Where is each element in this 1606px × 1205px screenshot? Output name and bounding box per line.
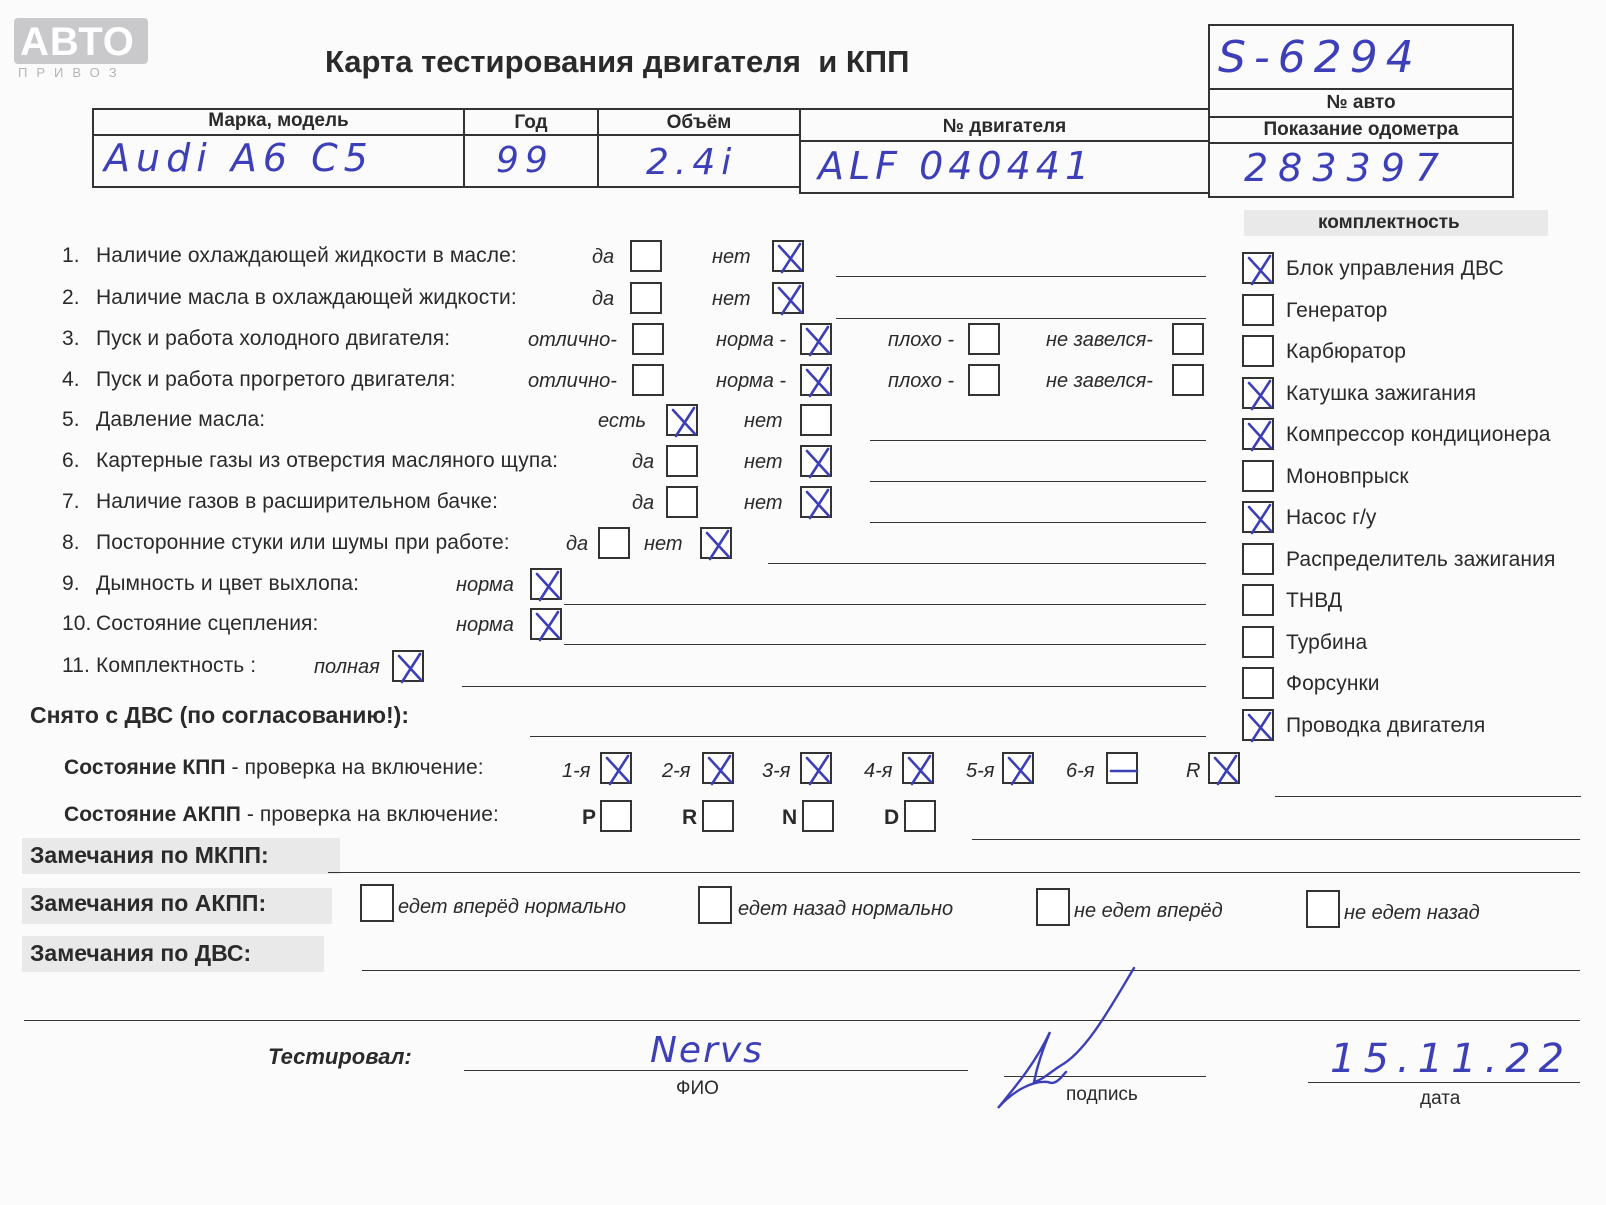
item-number: 10. (62, 612, 92, 635)
gear-label: R (1186, 760, 1201, 782)
completeness-item-label: Турбина (1286, 630, 1368, 654)
completeness-checkbox[interactable] (1242, 377, 1274, 409)
akpp-mode-checkbox[interactable] (600, 800, 632, 832)
completeness-checkbox[interactable] (1242, 460, 1274, 492)
gear-label: 1-я (562, 760, 591, 782)
item-text: Давление масла: (96, 408, 266, 431)
item-checkbox-2[interactable] (800, 404, 832, 436)
gear-checkbox[interactable] (1106, 752, 1138, 784)
logo-sub: ПРИВОЗ (18, 65, 126, 80)
dvs-remarks-label: Замечания по ДВС: (30, 940, 252, 966)
akpp-mode-label: N (782, 806, 798, 829)
x-mark (1001, 751, 1039, 789)
item-checkbox-2[interactable] (800, 486, 832, 518)
completeness-checkbox[interactable] (1242, 501, 1274, 533)
item-checkbox-2[interactable] (700, 527, 732, 559)
mkpp-line (328, 872, 1580, 873)
akpp-remark-checkbox[interactable] (698, 886, 732, 924)
item-text: Посторонние стуки или шумы при работе: (96, 531, 510, 554)
completeness-item-label: Распределитель зажигания (1286, 547, 1556, 571)
sign-label: подпись (1066, 1084, 1138, 1105)
completeness-item-label: Проводка двигателя (1286, 713, 1486, 737)
item-comment-line (836, 318, 1206, 319)
item-checkbox-1[interactable] (666, 486, 698, 518)
item-option-label: полная (314, 656, 380, 678)
completeness-item-label: Компрессор кондиционера (1286, 423, 1551, 446)
item-text: Наличие масла в охлаждающей жидкости: (96, 286, 517, 309)
item-text: Комплектность : (96, 654, 257, 677)
make-value: Audi A6 C5 (104, 136, 374, 180)
volume-value: 2.4i (646, 142, 738, 183)
x-mark (1207, 751, 1245, 789)
volume-label: Объём (666, 112, 732, 133)
item-option-label: нет (712, 288, 751, 310)
item-checkbox-1[interactable] (666, 445, 698, 477)
item-option-label: нет (644, 533, 683, 555)
item-number: 4. (62, 368, 80, 391)
item-comment-line (768, 563, 1206, 564)
item-checkbox-1[interactable] (530, 568, 562, 600)
gear-label: 3-я (762, 760, 791, 782)
item-checkbox-1[interactable] (392, 650, 424, 682)
akpp-mode-checkbox[interactable] (904, 800, 936, 832)
akpp-remark-label: не едет назад (1344, 902, 1480, 924)
item-checkbox-3[interactable] (968, 364, 1000, 396)
x-mark (799, 322, 837, 360)
item-comment-line (462, 686, 1206, 687)
year-value: 99 (496, 140, 554, 181)
kpp-label (64, 756, 484, 780)
item-option-label: нет (744, 492, 783, 514)
x-mark (599, 751, 637, 789)
item-option-label: да (592, 288, 615, 310)
removed-line (530, 736, 1206, 737)
completeness-item-label: ТНВД (1286, 589, 1343, 612)
akpp-mode-checkbox[interactable] (702, 800, 734, 832)
x-mark (391, 649, 429, 687)
item-option-label: норма (456, 574, 514, 596)
odometer-value: 283397 (1244, 146, 1450, 190)
dvs-line-2 (24, 1020, 1580, 1021)
auto-no-value: S-6294 (1218, 32, 1422, 83)
item-text: Состояние сцепления: (96, 612, 319, 635)
x-mark (1241, 417, 1279, 455)
akpp-remark-checkbox[interactable] (1306, 890, 1340, 928)
item-checkbox-2[interactable] (800, 445, 832, 477)
item-checkbox-1[interactable] (632, 364, 664, 396)
gear-checkbox[interactable] (800, 752, 832, 784)
year-label: Год (514, 112, 548, 133)
x-mark (901, 751, 939, 789)
item-option-label: есть (598, 410, 647, 432)
gear-checkbox[interactable] (1002, 752, 1034, 784)
completeness-item-label: Моновпрыск (1286, 464, 1409, 488)
x-mark (1241, 708, 1279, 746)
item-checkbox-1[interactable] (630, 240, 662, 272)
item-number: 3. (62, 327, 80, 350)
gear-label: 5-я (966, 760, 995, 782)
item-checkbox-3[interactable] (968, 323, 1000, 355)
x-mark (529, 607, 567, 645)
item-option-label: не завелся- (1046, 370, 1153, 392)
removed-label: Снято с ДВС (по согласованию!): (30, 702, 409, 728)
gear-checkbox[interactable] (1208, 752, 1240, 784)
item-checkbox-2[interactable] (800, 364, 832, 396)
item-checkbox-4[interactable] (1172, 364, 1204, 396)
tested-label: Тестировал: (268, 1044, 412, 1069)
akpp-mode-label: P (582, 806, 597, 829)
item-option-label: отлично- (528, 370, 617, 392)
x-mark (701, 751, 739, 789)
x-mark (1241, 500, 1279, 538)
make-label: Марка, модель (208, 110, 349, 131)
item-text: Дымность и цвет выхлопа: (96, 572, 360, 595)
item-number: 1. (62, 244, 80, 267)
item-comment-line (564, 644, 1206, 645)
mkpp-remarks-label: Замечания по МКПП: (30, 842, 269, 868)
x-mark (1241, 251, 1279, 289)
akpp-remark-label: не едет вперёд (1074, 900, 1223, 922)
item-number: 11. (62, 654, 90, 677)
completeness-checkbox[interactable] (1242, 335, 1274, 367)
x-mark (771, 239, 809, 277)
item-comment-line (836, 276, 1206, 277)
item-checkbox-2[interactable] (800, 323, 832, 355)
gear-checkbox[interactable] (902, 752, 934, 784)
x-mark (665, 403, 703, 441)
kpp-line (1275, 796, 1581, 797)
completeness-checkbox[interactable] (1242, 543, 1274, 575)
odometer-label: Показание одометра (1263, 119, 1459, 140)
item-option-label: плохо - (888, 329, 955, 351)
item-number: 5. (62, 408, 80, 431)
item-comment-line (870, 522, 1206, 523)
completeness-item-label: Карбюратор (1286, 340, 1407, 363)
item-checkbox-1[interactable] (666, 404, 698, 436)
item-checkbox-1[interactable] (598, 527, 630, 559)
fio-value: Nervs (650, 1030, 764, 1071)
item-option-label: да (566, 533, 589, 555)
item-option-label: нет (744, 410, 783, 432)
engine-label: № двигателя (942, 116, 1067, 137)
gear-checkbox[interactable] (702, 752, 734, 784)
item-option-label: да (632, 492, 655, 514)
akpp-remark-checkbox[interactable] (360, 884, 394, 922)
date-value: 15.11.22 (1330, 1036, 1573, 1082)
gear-label: 6-я (1066, 760, 1095, 782)
akpp-line (972, 839, 1580, 840)
logo (14, 18, 148, 64)
kpp-label-bold: Состояние КПП (64, 756, 226, 779)
completeness-title: комплектность (1318, 212, 1460, 233)
kpp-label-rest: - проверка на включение: (225, 756, 484, 779)
x-mark (1241, 376, 1279, 414)
x-mark (799, 444, 837, 482)
item-checkbox-4[interactable] (1172, 323, 1204, 355)
date-label: дата (1420, 1088, 1461, 1109)
item-comment-line (870, 481, 1206, 482)
engine-value: ALF 040441 (818, 144, 1095, 188)
completeness-checkbox[interactable] (1242, 626, 1274, 658)
item-checkbox-1[interactable] (530, 608, 562, 640)
x-mark (699, 526, 737, 564)
item-text: Пуск и работа холодного двигателя: (96, 327, 451, 350)
completeness-item-label: Блок управления ДВС (1286, 257, 1504, 280)
completeness-checkbox[interactable] (1242, 252, 1274, 284)
item-option-label: норма (456, 614, 514, 636)
item-text: Пуск и работа прогретого двигателя: (96, 368, 456, 391)
item-number: 9. (62, 572, 80, 595)
item-checkbox-2[interactable] (772, 240, 804, 272)
akpp-label-rest: - проверка на включение: (240, 803, 499, 826)
item-number: 6. (62, 449, 80, 472)
akpp-remark-label: едет назад нормально (738, 898, 954, 920)
item-checkbox-1[interactable] (632, 323, 664, 355)
x-mark (799, 363, 837, 401)
logo-main: АВТО (20, 20, 135, 64)
item-number: 2. (62, 286, 80, 309)
page-title: Карта тестирования двигателя и КПП (325, 44, 910, 79)
item-text: Наличие охлаждающей жидкости в масле: (96, 244, 517, 267)
item-option-label: норма - (716, 329, 787, 351)
dvs-line-1 (362, 970, 1580, 971)
auto-no-label: № авто (1326, 92, 1396, 113)
gear-checkbox[interactable] (600, 752, 632, 784)
gear-label: 2-я (662, 760, 691, 782)
item-option-label: нет (712, 246, 751, 268)
dash-mark (1105, 751, 1143, 789)
completeness-item-label: Катушка зажигания (1286, 381, 1477, 405)
akpp-remark-checkbox[interactable] (1036, 888, 1070, 926)
item-option-label: не завелся- (1046, 329, 1153, 351)
item-checkbox-1[interactable] (630, 282, 662, 314)
gear-label: 4-я (864, 760, 893, 782)
item-comment-line (870, 440, 1206, 441)
completeness-item-label: Насос г/у (1286, 506, 1377, 529)
item-option-label: да (592, 246, 615, 268)
akpp-mode-label: R (682, 806, 698, 829)
item-text: Картерные газы из отверстия масляного щупа: (96, 449, 559, 472)
item-option-label: нет (744, 451, 783, 473)
akpp-label-bold: Состояние АКПП (64, 803, 241, 826)
completeness-checkbox[interactable] (1242, 667, 1274, 699)
x-mark (799, 485, 837, 523)
akpp-mode-label: D (884, 806, 900, 829)
date-line (1308, 1082, 1580, 1083)
item-comment-line (564, 604, 1206, 605)
item-number: 8. (62, 531, 80, 554)
completeness-item-label: Форсунки (1286, 672, 1380, 695)
akpp-remark-label: едет вперёд нормально (398, 896, 627, 918)
item-option-label: плохо - (888, 370, 955, 392)
item-option-label: норма - (716, 370, 787, 392)
completeness-checkbox[interactable] (1242, 709, 1274, 741)
completeness-checkbox[interactable] (1242, 584, 1274, 616)
fio-label: ФИО (676, 1078, 719, 1099)
x-mark (799, 751, 837, 789)
item-option-label: отлично- (528, 329, 617, 351)
akpp-label (64, 803, 499, 827)
completeness-checkbox[interactable] (1242, 294, 1274, 326)
akpp-mode-checkbox[interactable] (802, 800, 834, 832)
completeness-item-label: Генератор (1286, 298, 1388, 322)
completeness-checkbox[interactable] (1242, 418, 1274, 450)
x-mark (529, 567, 567, 605)
item-checkbox-2[interactable] (772, 282, 804, 314)
akpp-remarks-label: Замечания по АКПП: (30, 890, 267, 916)
x-mark (771, 281, 809, 319)
item-text: Наличие газов в расширительном бачке: (96, 490, 499, 513)
item-number: 7. (62, 490, 80, 513)
item-option-label: да (632, 451, 655, 473)
